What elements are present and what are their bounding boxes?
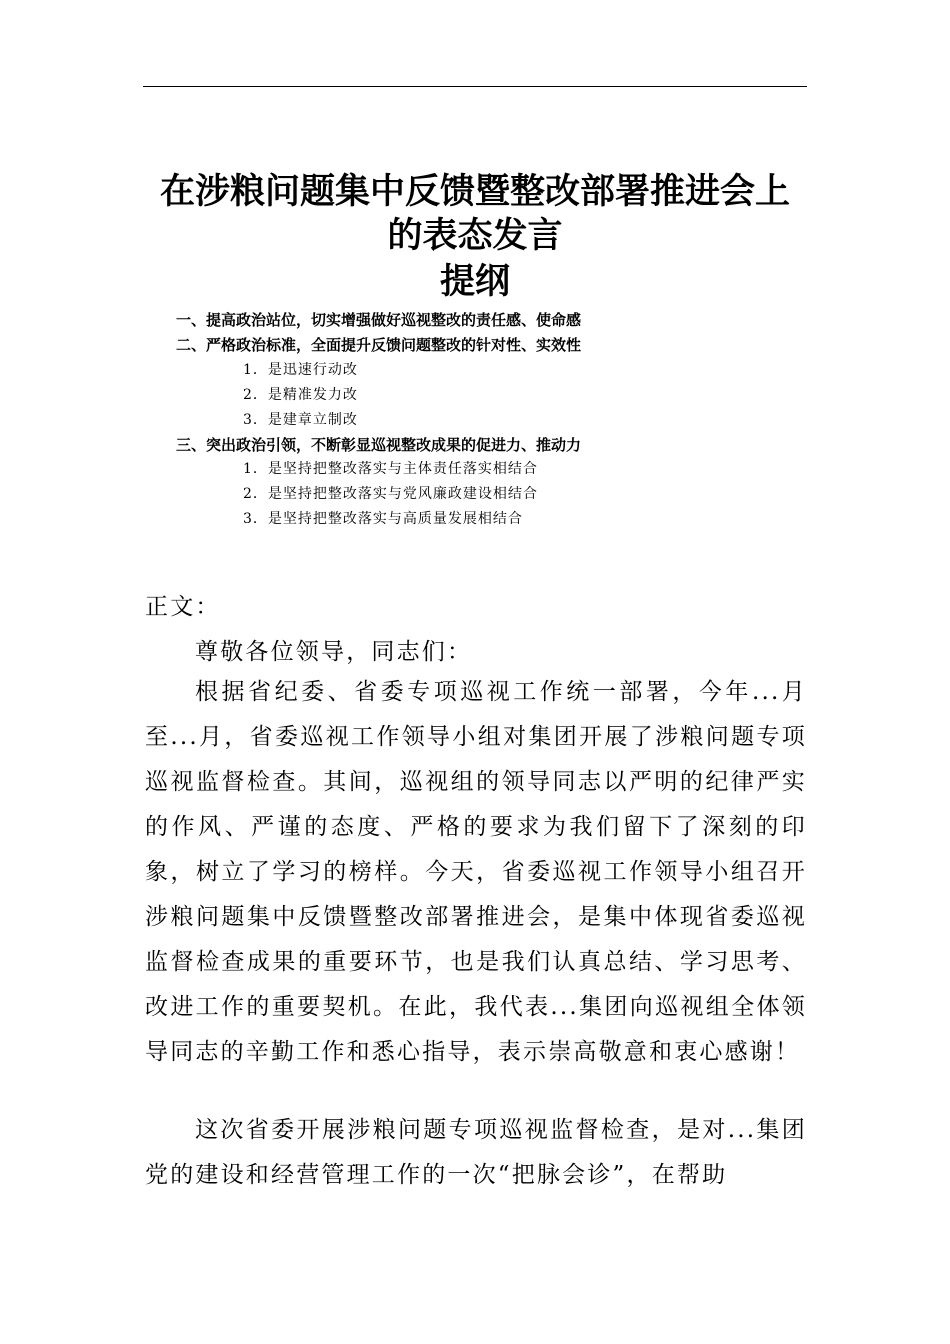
title-line-1: 在涉粮问题集中反馈暨整改部署推进会上 — [159, 172, 790, 212]
outline-item: 3．是坚持把整改落实与高质量发展相结合 — [243, 511, 523, 527]
outline-heading-2: 二、严格政治标准，全面提升反馈问题整改的针对性、实效性 — [176, 336, 582, 354]
title-line-2: 的表态发言 — [387, 216, 563, 256]
header-rule — [143, 86, 807, 87]
title-line-3: 提纲 — [439, 262, 510, 302]
outline-item: 3．是建章立制改 — [243, 412, 358, 428]
outline-item: 2．是坚持把整改落实与党风廉政建设相结合 — [243, 486, 538, 502]
outline-heading-3: 三、突出政治引领，不断彰显巡视整改成果的促进力、推动力 — [176, 436, 582, 454]
body-paragraph-1: 根据省纪委、省委专项巡视工作统一部署，今年...月至...月，省委巡视工作领导小组对集团开展了涉粮问题专项巡视监督检查。其间，巡视组的领导同志以严明的纪律严实的作风、严谨的态度、严格的要求为我们留下了深刻的印象，树立了学习的榜样。今天，省委巡视工作领导小组召开涉粮问题集中反馈暨整改部署推进会，是集中体现省委巡视监督检查成果的重要环节，也是我们认真总结、学习思考、改进工作的重要契机。在此，我代表...集团向巡视组全体领导同志的辛勤工作和悉心指导，表示崇高敬意和衷心感谢！ — [145, 679, 807, 1065]
outline-heading-1: 一、提高政治站位，切实增强做好巡视整改的责任感、使命感 — [176, 311, 582, 329]
outline-item: 1．是坚持把整改落实与主体责任落实相结合 — [243, 461, 538, 477]
body-label: 正文： — [145, 594, 221, 620]
outline-item: 2．是精准发力改 — [243, 387, 358, 403]
body-paragraph-2: 这次省委开展涉粮问题专项巡视监督检查，是对...集团党的建设和经营管理工作的一次“把脉会诊”，在帮助 — [145, 1117, 807, 1188]
outline-item: 1．是迅速行动改 — [243, 362, 358, 378]
greeting: 尊敬各位领导，同志们： — [195, 639, 473, 665]
